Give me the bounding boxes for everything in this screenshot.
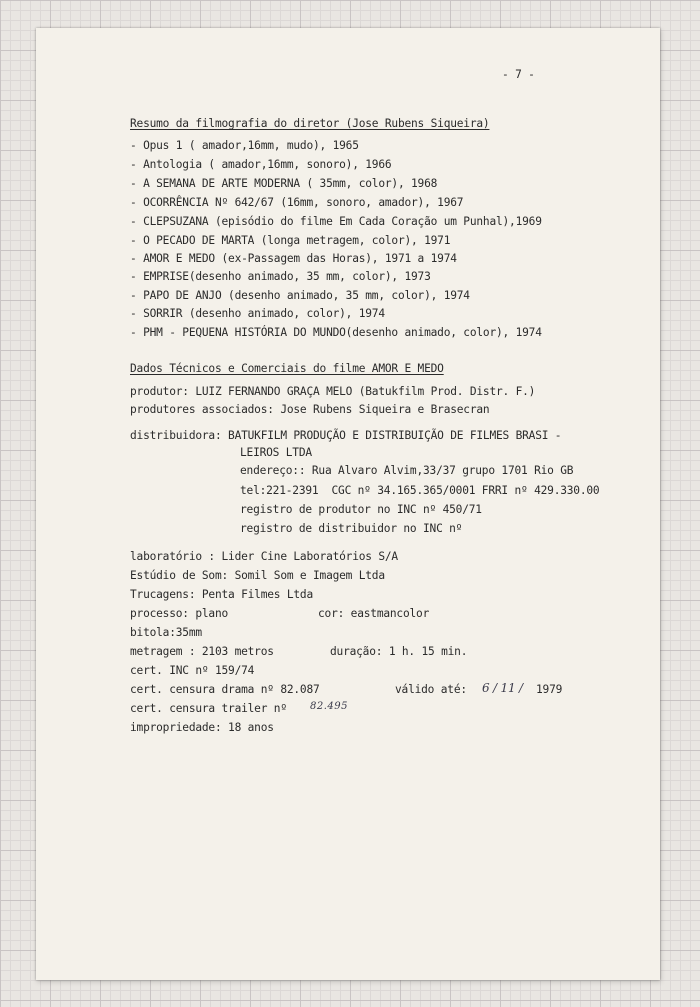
distributor-line: distribuidora: BATUKFILM PRODUÇÃO E DISTRIBUIÇÃO DE FILMES BRASI - [130,429,562,442]
color-line: cor: eastmancolor [318,607,430,620]
address-line: endereço:: Rua Alvaro Alvim,33/37 grupo 1701 Rio GB [240,464,574,477]
valid-until-label: válido até: [395,683,467,696]
valid-until-year: 1979 [536,683,563,696]
distributor-registry-line: registro de distribuidor no INC nº [240,522,463,535]
censorship-drama-line: cert. censura drama nº 82.087 [130,683,320,696]
filmography-heading: Resumo da filmografia do diretor (Jose Rubens Siqueira) [130,117,490,130]
valid-until-handwritten: 6 / 11 / [482,681,523,695]
distributor-line-cont: LEIROS LTDA [240,446,312,459]
age-rating-line: impropriedade: 18 anos [130,721,274,734]
process-line: processo: plano [130,607,229,620]
phone-line: tel:221-2391 CGC nº 34.165.365/0001 FRRI nº 429.330.00 [240,484,600,497]
associate-producers-line: produtores associados: Jose Rubens Siqueira e Brasecran [130,403,490,416]
effects-line: Trucagens: Penta Filmes Ltda [130,588,313,601]
producer-line: produtor: LUIZ FERNANDO GRAÇA MELO (Batukfilm Prod. Distr. F.) [130,385,536,398]
filmography-item: - CLEPSUZANA (episódio do filme Em Cada Coração um Punhal),1969 [130,215,542,228]
filmography-item: - Opus 1 ( amador,16mm, mudo), 1965 [130,139,359,152]
technical-heading: Dados Técnicos e Comerciais do filme AMOR E MEDO [130,362,444,375]
typed-page [36,28,660,980]
filmography-item: - EMPRISE(desenho animado, 35 mm, color), 1973 [130,270,431,283]
page-text [36,28,660,980]
filmography-item: - SORRIR (desenho animado, color), 1974 [130,307,385,320]
filmography-item: - A SEMANA DE ARTE MODERNA ( 35mm, color), 1968 [130,177,438,190]
filmography-item: - OCORRÊNCIA Nº 642/67 (16mm, sonoro, amador), 1967 [130,196,464,209]
censorship-trailer-line: cert. censura trailer nº [130,702,287,715]
filmography-item: - AMOR E MEDO (ex-Passagem das Horas), 1971 a 1974 [130,252,457,265]
laboratory-line: laboratório : Lider Cine Laboratórios S/A [130,550,398,563]
duration-line: duração: 1 h. 15 min. [330,645,468,658]
filmography-item: - PHM - PEQUENA HISTÓRIA DO MUNDO(desenho animado, color), 1974 [130,326,542,339]
trailer-number-handwritten: 82.495 [310,701,348,712]
filmography-item: - Antologia ( amador,16mm, sonoro), 1966 [130,158,392,171]
filmography-item: - O PECADO DE MARTA (longa metragem, color), 1971 [130,234,451,247]
length-line: metragem : 2103 metros [130,645,274,658]
inc-certificate-line: cert. INC nº 159/74 [130,664,255,677]
page-number: - 7 - [502,68,535,81]
producer-registry-line: registro de produtor no INC nº 450/71 [240,503,482,516]
sound-studio-line: Estúdio de Som: Somil Som e Imagem Ltda [130,569,385,582]
gauge-line: bitola:35mm [130,626,202,639]
filmography-item: - PAPO DE ANJO (desenho animado, 35 mm, color), 1974 [130,289,470,302]
